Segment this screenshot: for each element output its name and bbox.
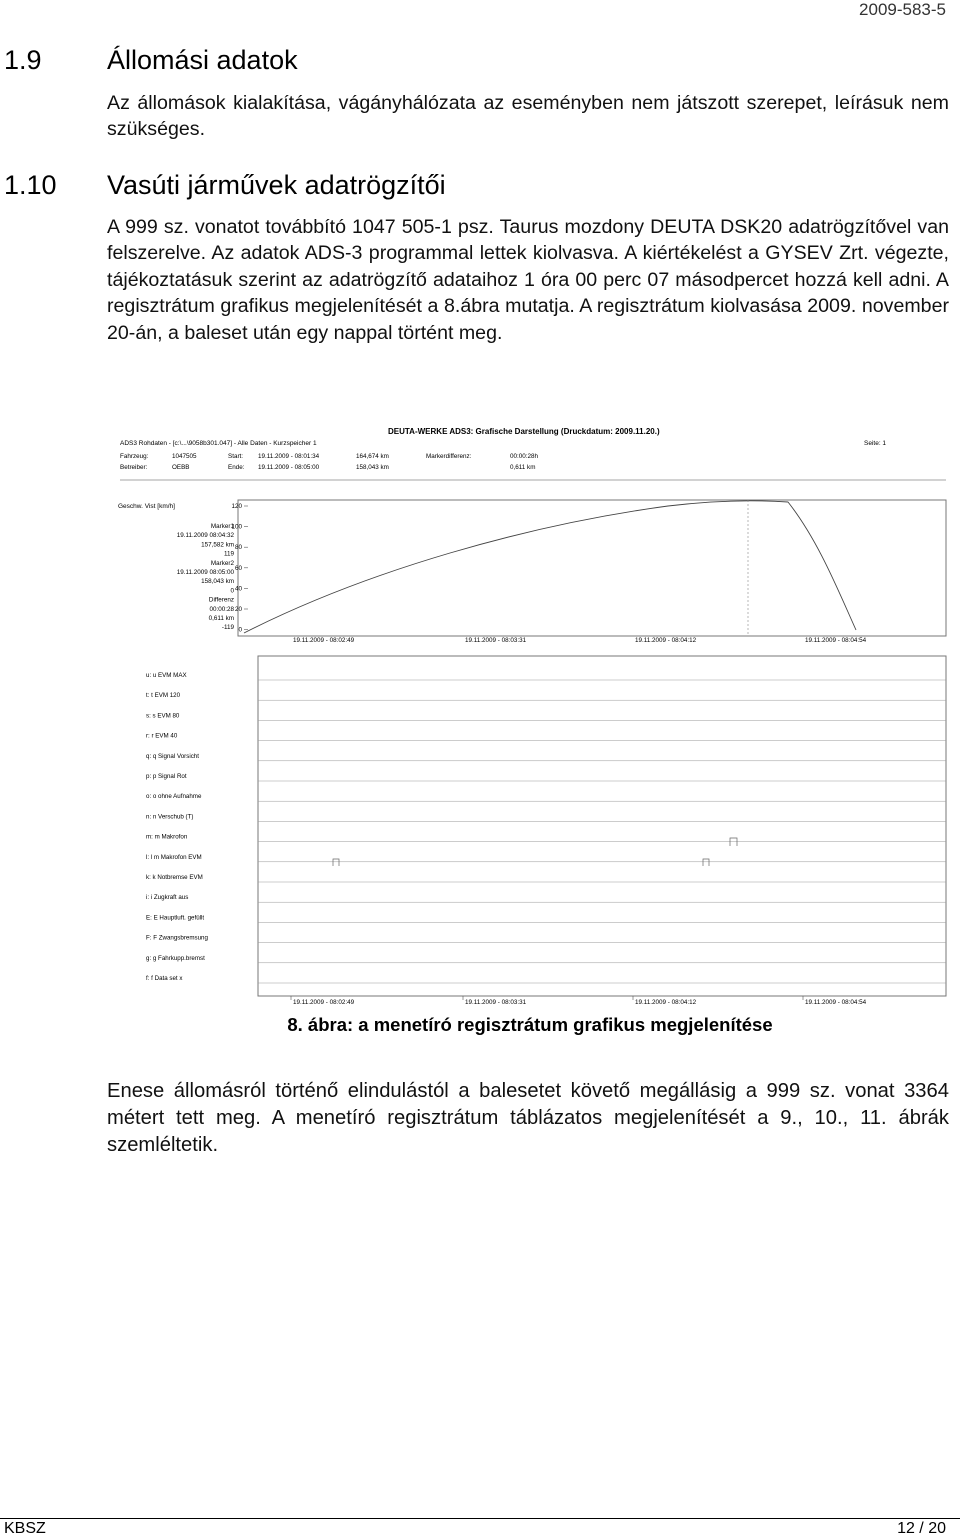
section-paragraph xyxy=(107,90,949,143)
paragraph-text: Enese állomásról történő elindulástól a balesetet követő megállásig a 999 sz. vonat 3364 métert tett meg. A menetíró regisztrátum táblázatos megjelenítését a 9., 10., 11. ábrák szemléltetik. xyxy=(107,1080,949,1156)
speed-curve xyxy=(244,501,856,633)
page-number: 12 / 20 xyxy=(897,1520,946,1537)
signal-label: l: l m Makrofon EVM xyxy=(146,853,202,861)
section-heading-1-9 xyxy=(4,45,904,79)
signal-label: f: f Data set x xyxy=(146,975,183,982)
marker-text: 0 xyxy=(230,587,234,595)
speed-axis-label: Geschw. Vist [km/h] xyxy=(118,503,175,510)
time-tick-label: 19.11.2009 - 08:04:12 xyxy=(635,637,697,644)
paragraph-text: A 999 sz. vonatot továbbító 1047 505-1 psz. Taurus mozdony DEUTA DSK20 adatrögzítővel van felszerelve. Az adatok ADS-3 programmal lettek kiolvasva. A kiértékelést a GYSEV Zrt. végezte, tájékoztatásuk szerint az adatrögzítő adataihoz 1 óra 00 perc 07 másodpercet hozzá kell adni. A regisztrátum grafikus megjelenítését a 8.ábra mutatja. A regisztrátum kiolvasása 2009. november 20-án, a baleset után egy nappal történt meg. xyxy=(107,216,949,344)
figure-caption: 8. ábra: a menetíró regisztrátum grafikus megjelenítése xyxy=(287,1014,773,1035)
section-number: 1.10 xyxy=(4,170,57,200)
time-tick-label: 19.11.2009 - 08:02:49 xyxy=(293,999,355,1006)
marker-text: 0,611 km xyxy=(208,615,234,622)
marker-text: -119 xyxy=(221,624,234,632)
figure-header xyxy=(120,427,946,480)
marker-text: Differenz xyxy=(208,596,234,604)
section-title: Állomási adatok xyxy=(107,45,298,75)
info-cell: Ende: xyxy=(228,464,245,471)
recorder-graph-figure xyxy=(108,420,954,1010)
marker-text: 119 xyxy=(223,550,234,558)
marker-info xyxy=(177,523,235,631)
info-cell: 1047505 xyxy=(172,453,197,460)
signal-label: t: t EVM 120 xyxy=(146,692,181,700)
time-ticks-top xyxy=(293,637,867,644)
signal-label: n: n Verschub (T) xyxy=(146,813,194,821)
info-cell: 19.11.2009 - 08:05:00 xyxy=(258,464,320,471)
signal-label: i: i Zugkraft aus xyxy=(146,894,189,902)
marker-text: 158,043 km xyxy=(201,578,234,586)
y-tick-label: 40 xyxy=(234,585,242,593)
marker-text: 157,582 km xyxy=(201,541,234,549)
time-tick-label: 19.11.2009 - 08:03:31 xyxy=(465,999,527,1006)
signal-label: p: p Signal Rot xyxy=(146,773,187,780)
marker-text: 19.11.2009 08:05:00 xyxy=(176,569,234,576)
figure-header-source: ADS3 Rohdaten - [c:\...\9058b301.047] - Alle Daten - Kurzspeicher 1 xyxy=(120,440,317,447)
info-cell: 19.11.2009 - 08:01:34 xyxy=(258,453,320,460)
info-cell: 00:00:28h xyxy=(510,453,539,460)
marker-text: Marker2 xyxy=(210,559,234,567)
y-tick-label: 20 xyxy=(234,606,242,613)
footer-left: KBSZ xyxy=(4,1520,46,1537)
signal-label: k: k Notbremse EVM xyxy=(146,874,203,881)
y-tick-label: 0 xyxy=(238,626,242,634)
marker-text: 00:00:28 xyxy=(209,605,234,613)
info-cell: Betreiber: xyxy=(120,464,148,471)
info-cell: Start: xyxy=(228,453,244,460)
figure-header-title: DEUTA-WERKE ADS3: Grafische Darstellung (Druckdatum: 2009.11.20.) xyxy=(388,427,660,436)
signal-label: o: o ohne Aufnahme xyxy=(146,793,202,801)
y-tick-label: 100 xyxy=(231,523,242,531)
section-number: 1.9 xyxy=(4,45,42,75)
time-tick-label: 19.11.2009 - 08:03:31 xyxy=(465,637,527,644)
signal-label: g: g Fahrkupp.bremst xyxy=(146,954,205,962)
signal-label: m: m Makrofon xyxy=(146,833,188,841)
section-heading-1-10 xyxy=(4,170,904,204)
info-cell: 0,611 km xyxy=(510,464,536,471)
signal-label: E: E Hauptluft. gefüllt xyxy=(146,914,205,922)
speed-chart-frame xyxy=(238,500,946,636)
signal-channels xyxy=(146,672,946,983)
time-tick-label: 19.11.2009 - 08:04:54 xyxy=(805,999,867,1006)
marker-text: Marker1 xyxy=(210,523,234,530)
y-tick-label: 80 xyxy=(234,544,242,552)
y-tick-label: 120 xyxy=(231,503,242,510)
time-ticks-bottom xyxy=(291,996,867,1006)
info-cell: 164,674 km xyxy=(356,453,389,460)
section-paragraph xyxy=(107,214,949,346)
info-cell: Fahrzeug: xyxy=(120,453,149,460)
closing-paragraph xyxy=(107,1078,949,1159)
y-tick-label: 60 xyxy=(234,564,242,572)
signal-chart-frame xyxy=(258,656,946,996)
signal-label: q: q Signal Vorsicht xyxy=(146,752,199,760)
signal-label: u: u EVM MAX xyxy=(146,672,187,679)
signal-label: F: F Zwangsbremsung xyxy=(146,934,208,942)
info-cell: OEBB xyxy=(172,464,190,471)
time-tick-label: 19.11.2009 - 08:02:49 xyxy=(293,637,355,644)
time-tick-label: 19.11.2009 - 08:04:54 xyxy=(805,637,867,644)
signal-label: s: s EVM 80 xyxy=(146,712,180,720)
section-title: Vasúti járművek adatrögzítői xyxy=(107,170,446,200)
info-cell: 158,043 km xyxy=(356,464,389,471)
info-cell: Markerdifferenz: xyxy=(426,453,472,460)
paragraph-text: Az állomások kialakítása, vágányhálózata az eseményben nem játszott szerepet, leírásuk nem szükséges. xyxy=(107,92,949,141)
document-id: 2009-583-5 xyxy=(859,0,946,19)
figure-info-rows xyxy=(120,453,539,471)
signal-label: r: r EVM 40 xyxy=(146,732,178,740)
time-tick-label: 19.11.2009 - 08:04:12 xyxy=(635,999,697,1006)
figure-page-label: Seite: 1 xyxy=(864,440,887,447)
footer-rule xyxy=(0,1518,960,1519)
marker-text: 19.11.2009 08:04:32 xyxy=(176,532,234,540)
